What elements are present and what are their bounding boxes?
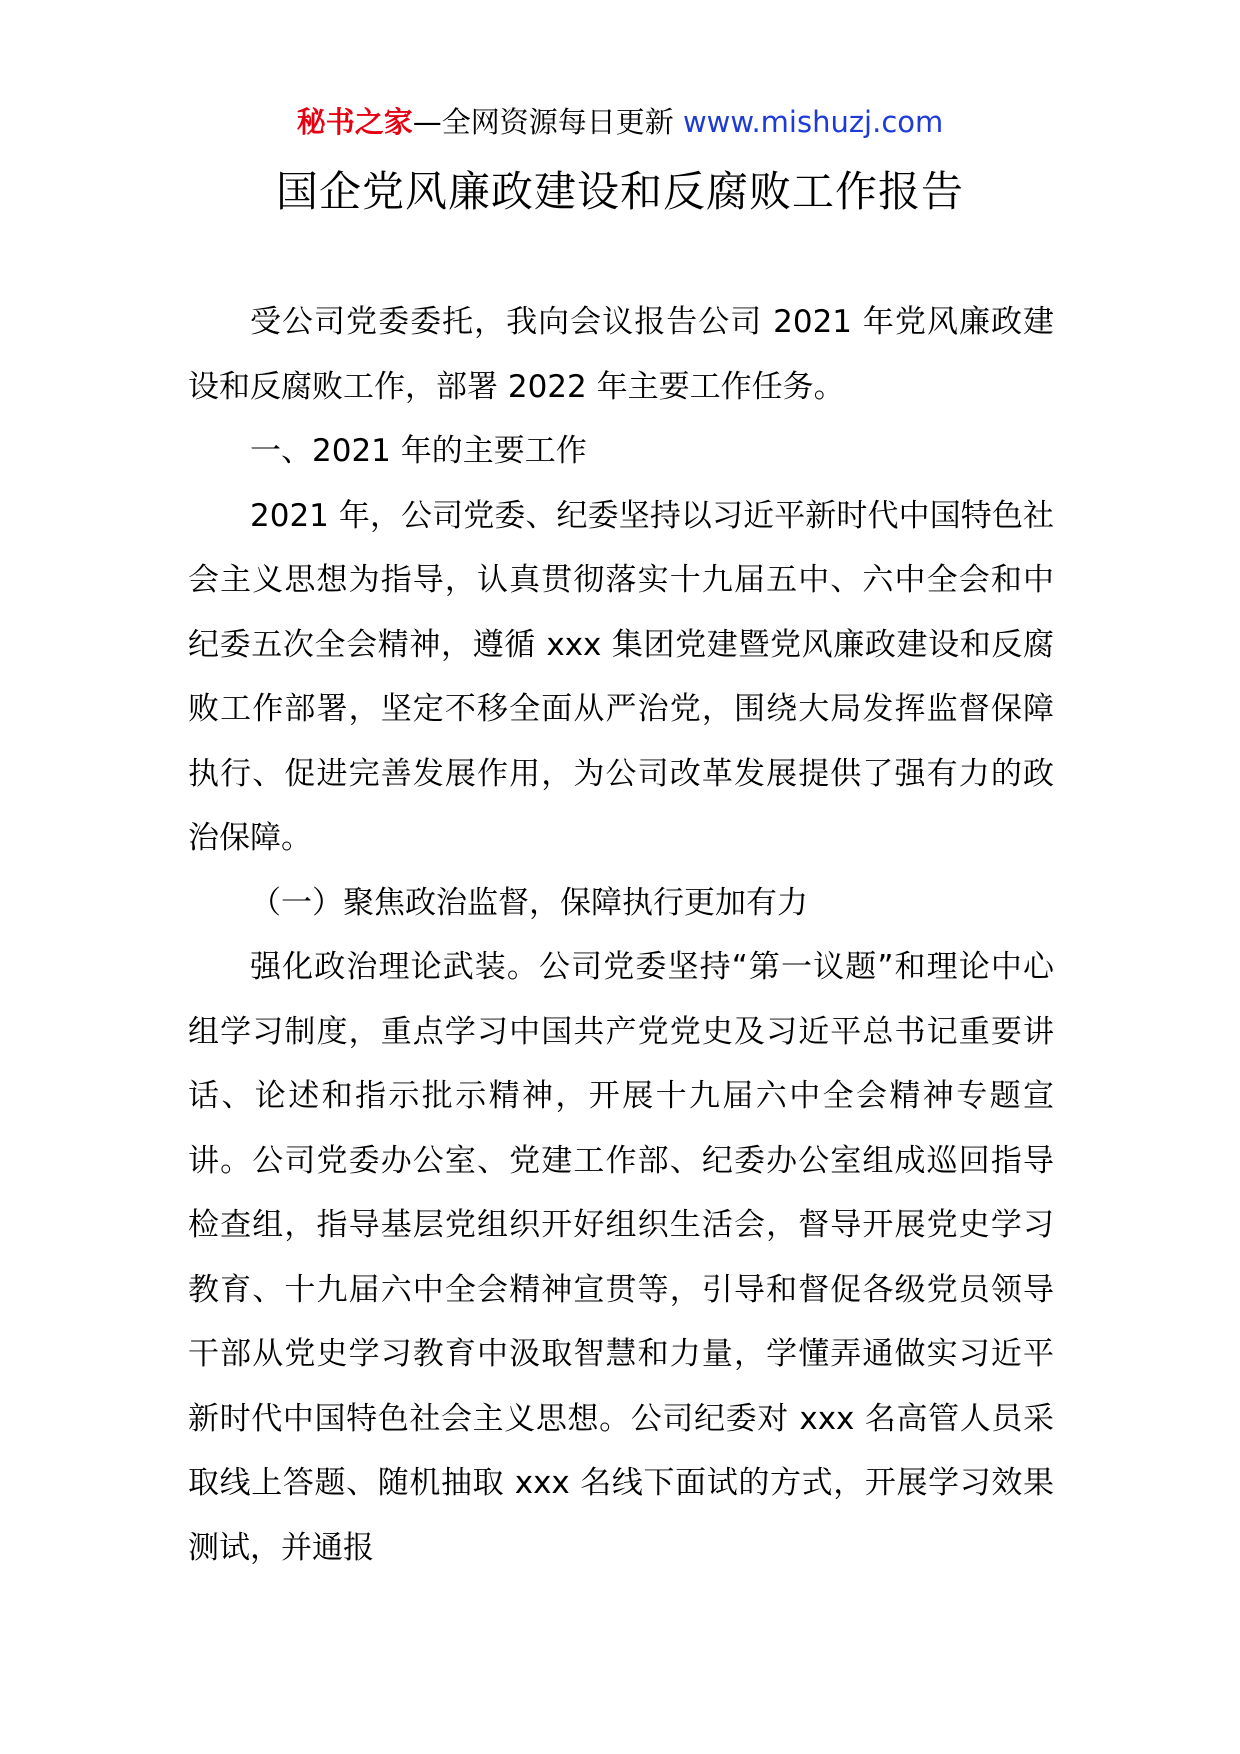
site-url-link[interactable]: www.mishuzj.com xyxy=(682,105,944,139)
paragraph-summary: 2021 年，公司党委、纪委坚持以习近平新时代中国特色社会主义思想为指导，认真贯彻落实十九届五中、六中全会和中纪委五次全会精神，遵循 xxx 集团党建暨党风廉政建设和反腐败工作部署，坚定不移全面从严治党，围绕大局发挥监督保障执行、促进完善发展作用，为公司改革发展提供了强有力的政治保障。 xyxy=(188,497,1054,856)
paragraph-political-study: 强化政治理论武装。公司党委坚持“第一议题”和理论中心组学习制度，重点学习中国共产党党史及习近平总书记重要讲话、论述和指示批示精神，开展十九届六中全会精神专题宣讲。公司党委办公室、党建工作部、纪委办公室组成巡回指导检查组，指导基层党组织开好组织生活会，督导开展党史学习教育、十九届六中全会精神宣贯等，引导和督促各级党员领导干部从党史学习教育中汲取智慧和力量，学懂弄通做实习近平新时代中国特色社会主义思想。公司纪委对 xxx 名高管人员采取线上答题、随机抽取 xxx 名线下面试的方式，开展学习效果测试，并通报 xyxy=(188,949,1054,1566)
site-header xyxy=(0,100,1240,144)
subsection-heading-1: （一）聚焦政治监督，保障执行更加有力 xyxy=(250,884,808,921)
paragraph-intro: 受公司党委委托，我向会议报告公司 2021 年党风廉政建设和反腐败工作，部署 2022 年主要工作任务。 xyxy=(188,304,1054,405)
brand-name: 秘书之家 xyxy=(296,105,413,139)
header-tagline: —全网资源每日更新 xyxy=(412,105,674,139)
document-title: 国企党风廉政建设和反腐败工作报告 xyxy=(275,167,964,216)
document-body xyxy=(188,290,1054,1580)
section-heading-1: 一、2021 年的主要工作 xyxy=(250,433,587,469)
